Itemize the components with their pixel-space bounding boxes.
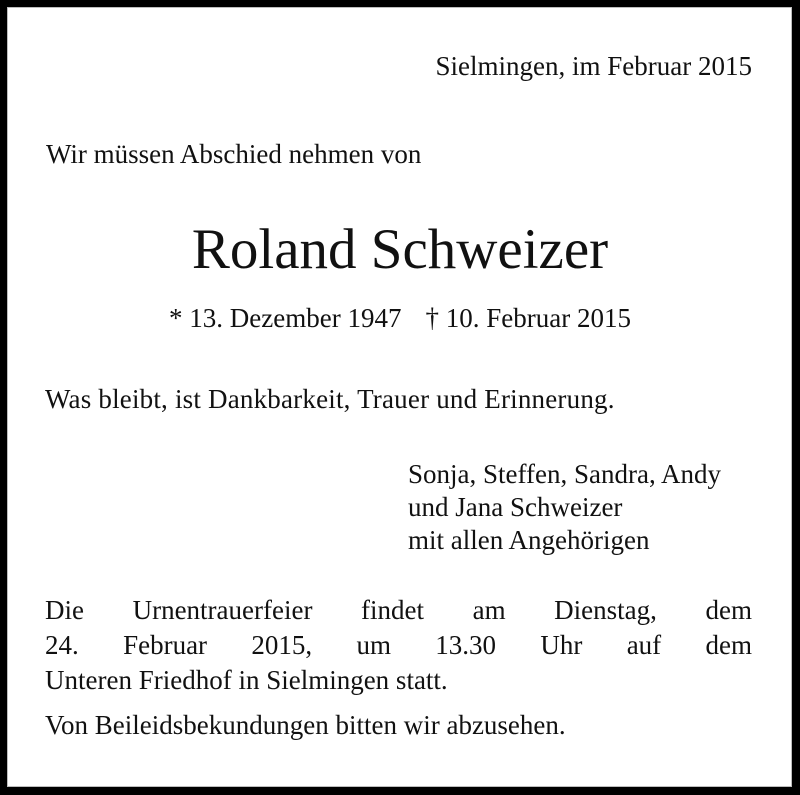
condolences-note: Von Beileidsbekundungen bitten wir abzusehen. bbox=[45, 710, 566, 740]
death-date: † 10. Februar 2015 bbox=[425, 303, 631, 333]
service-line: Unteren Friedhof in Sielmingen statt. bbox=[45, 665, 448, 695]
service-line: Die Urnentrauerfeier findet am Dienstag, dem bbox=[45, 595, 752, 625]
family-line: und Jana Schweizer bbox=[408, 492, 623, 522]
intro-text: Wir müssen Abschied nehmen von bbox=[46, 139, 422, 169]
family-line: Sonja, Steffen, Sandra, Andy bbox=[408, 459, 721, 489]
motto-text: Was bleibt, ist Dankbarkeit, Trauer und Erinnerung. bbox=[45, 384, 615, 414]
funeral-service-info bbox=[45, 595, 752, 703]
family-line: mit allen Angehörigen bbox=[408, 525, 650, 555]
service-line: 24. Februar 2015, um 13.30 Uhr auf dem bbox=[45, 630, 752, 660]
birth-date: * 13. Dezember 1947 bbox=[169, 303, 402, 333]
family-signature bbox=[408, 458, 721, 557]
life-dates bbox=[0, 305, 800, 332]
place-and-date: Sielmingen, im Februar 2015 bbox=[435, 51, 752, 81]
deceased-name: Roland Schweizer bbox=[191, 218, 609, 281]
